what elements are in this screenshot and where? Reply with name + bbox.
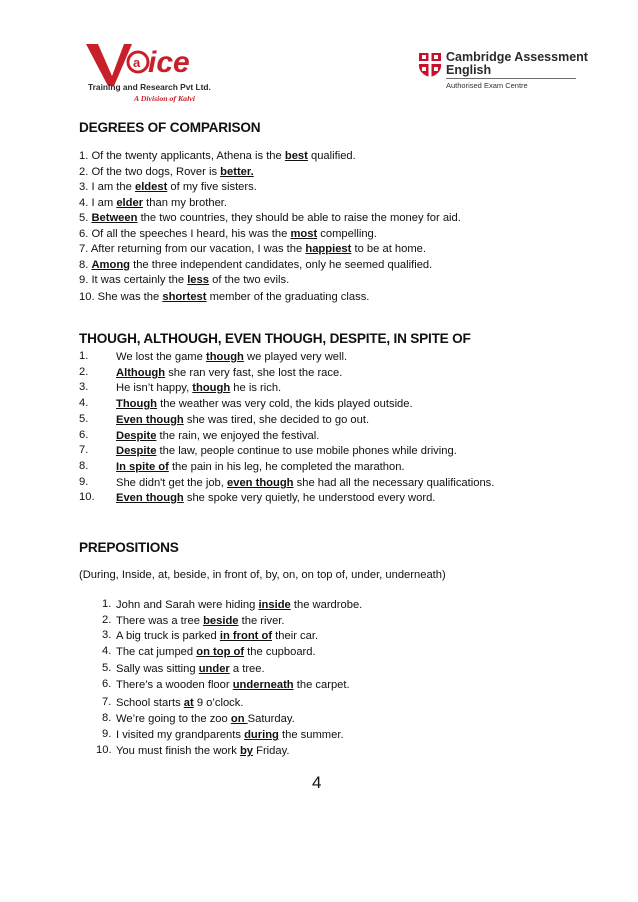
item-number: 5. xyxy=(79,413,89,425)
item-text: Friday. xyxy=(253,745,290,757)
list-item xyxy=(116,413,369,427)
item-number: 4. xyxy=(79,397,89,409)
item-text: the weather was very cold, the kids played outside. xyxy=(157,398,413,410)
item-keyword: at xyxy=(183,697,194,709)
item-keyword: Although xyxy=(116,367,166,379)
voice-tagline: Training and Research Pvt Ltd. xyxy=(88,82,211,92)
item-keyword: most xyxy=(290,228,318,240)
item-number: 8. xyxy=(79,460,89,472)
item-text: 7. After returning from our vacation, I was the xyxy=(79,243,306,255)
item-keyword: on xyxy=(230,713,248,725)
item-keyword: best xyxy=(284,150,308,162)
item-keyword: Between xyxy=(91,212,138,224)
item-text: the summer. xyxy=(278,729,344,741)
item-text: We’re going to the zoo xyxy=(116,713,231,725)
item-text: qualified. xyxy=(307,150,356,162)
item-number: 1. xyxy=(79,350,89,362)
list-item xyxy=(116,444,457,458)
item-text: 6. Of all the speeches I heard, his was the xyxy=(79,228,291,240)
list-item xyxy=(116,728,344,742)
cambridge-title: Cambridge Assessment xyxy=(446,50,588,64)
item-text: member of the graduating class. xyxy=(206,291,370,303)
item-text: 1. Of the twenty applicants, Athena is the xyxy=(79,150,285,162)
item-number: 10. xyxy=(96,744,112,756)
item-text: compelling. xyxy=(317,228,377,240)
voice-division: A Division of Kalvi xyxy=(134,94,195,103)
item-text: I visited my grandparents xyxy=(116,729,245,741)
item-text: the pain in his leg, he completed the marathon. xyxy=(168,461,405,473)
list-item xyxy=(116,366,342,380)
item-number: 9. xyxy=(102,728,112,740)
item-keyword: Even though xyxy=(116,414,184,426)
item-keyword: under xyxy=(198,663,230,675)
item-text: the cupboard. xyxy=(244,646,316,658)
list-item xyxy=(79,242,426,256)
item-keyword: better. xyxy=(220,166,254,178)
item-text: She didn't get the job, xyxy=(116,477,227,489)
item-keyword: In spite of xyxy=(116,461,169,473)
item-text: 5. xyxy=(79,212,92,224)
item-number: 7. xyxy=(102,696,112,708)
list-item xyxy=(116,429,319,443)
list-item xyxy=(79,290,369,304)
item-text: the rain, we enjoyed the festival. xyxy=(156,430,320,442)
list-item xyxy=(116,662,265,676)
list-item xyxy=(79,258,432,272)
item-text: We lost the game xyxy=(116,351,206,363)
list-item xyxy=(116,678,350,692)
svg-text:ice: ice xyxy=(148,46,190,79)
item-number: 5. xyxy=(102,662,112,674)
item-text: the two countries, they should be able to raise the money for aid. xyxy=(137,212,461,224)
item-number: 8. xyxy=(102,712,112,724)
item-keyword: Among xyxy=(91,259,130,271)
item-text: 9 o’clock. xyxy=(193,697,244,709)
item-text: their car. xyxy=(272,630,319,642)
list-item xyxy=(116,744,289,758)
item-keyword: Though xyxy=(116,398,158,410)
item-text: He isn’t happy, xyxy=(116,382,193,394)
item-text: to be at home. xyxy=(351,243,427,255)
list-item xyxy=(116,696,243,710)
list-item xyxy=(79,273,289,287)
item-keyword: Despite xyxy=(116,445,157,457)
cambridge-divider xyxy=(446,78,576,79)
prepositions-intro: (During, Inside, at, beside, in front of, by, on, on top of, under, underneath) xyxy=(79,569,446,581)
section-title-conjunctions: THOUGH, ALTHOUGH, EVEN THOUGH, DESPITE, IN SPITE OF xyxy=(79,331,471,346)
item-text: Saturday. xyxy=(247,713,295,725)
list-item xyxy=(79,180,257,194)
list-item xyxy=(116,350,347,364)
list-item xyxy=(79,196,227,210)
item-number: 3. xyxy=(79,381,89,393)
item-keyword: though xyxy=(205,351,244,363)
item-number: 6. xyxy=(102,678,112,690)
item-number: 6. xyxy=(79,429,89,441)
item-keyword: elder xyxy=(116,197,144,209)
item-text: of the two evils. xyxy=(208,274,290,286)
item-text: the law, people continue to use mobile phones while driving. xyxy=(156,445,457,457)
list-item xyxy=(79,227,377,241)
list-item xyxy=(116,491,435,505)
cambridge-authorised: Authorised Exam Centre xyxy=(446,81,528,90)
item-text: she was tired, she decided to go out. xyxy=(183,414,370,426)
item-number: 2. xyxy=(102,614,112,626)
voice-logo-icon xyxy=(84,40,244,116)
list-item xyxy=(116,629,318,643)
item-text: John and Sarah were hiding xyxy=(116,599,259,611)
item-text: she spoke very quietly, he understood every word. xyxy=(183,492,436,504)
list-item xyxy=(116,712,295,726)
list-item xyxy=(79,149,356,163)
item-keyword: Even though xyxy=(116,492,184,504)
item-keyword: by xyxy=(239,745,254,757)
list-item xyxy=(116,460,405,474)
item-text: the wardrobe. xyxy=(290,599,363,611)
item-keyword: less xyxy=(187,274,209,286)
cambridge-logo xyxy=(416,48,588,92)
item-text: 8. xyxy=(79,259,92,271)
item-text: 10. She was the xyxy=(79,291,163,303)
list-item xyxy=(116,645,316,659)
item-text: You must finish the work xyxy=(116,745,240,757)
item-number: 1. xyxy=(102,598,112,610)
item-text: 3. I am the xyxy=(79,181,135,193)
svg-text:a: a xyxy=(133,55,141,70)
item-keyword: underneath xyxy=(232,679,294,691)
voice-logo xyxy=(84,40,244,116)
item-number: 3. xyxy=(102,629,112,641)
item-text: School starts xyxy=(116,697,184,709)
section-title-prepositions: PREPOSITIONS xyxy=(79,540,179,555)
item-keyword: during xyxy=(244,729,279,741)
item-text: than my brother. xyxy=(143,197,228,209)
cambridge-subtitle: English xyxy=(446,63,492,77)
item-text: of my five sisters. xyxy=(167,181,257,193)
section-title-degrees: DEGREES OF COMPARISON xyxy=(79,120,261,135)
item-text: the three independent candidates, only he seemed qualified. xyxy=(129,259,433,271)
item-text: she ran very fast, she lost the race. xyxy=(165,367,343,379)
item-text: a tree. xyxy=(229,663,265,675)
item-text: the carpet. xyxy=(293,679,350,691)
page-number: 4 xyxy=(312,773,322,792)
list-item xyxy=(116,397,413,411)
list-item xyxy=(116,381,281,395)
item-number: 10. xyxy=(79,491,95,503)
item-text: 2. Of the two dogs, Rover is xyxy=(79,166,221,178)
item-text: 9. It was certainly the xyxy=(79,274,188,286)
list-item xyxy=(116,598,362,612)
item-text: she had all the necessary qualifications. xyxy=(293,477,495,489)
item-number: 2. xyxy=(79,366,89,378)
item-text: A big truck is parked xyxy=(116,630,220,642)
item-keyword: in front of xyxy=(219,630,273,642)
item-text: There’s a wooden floor xyxy=(116,679,233,691)
item-keyword: shortest xyxy=(162,291,207,303)
item-text: he is rich. xyxy=(230,382,282,394)
item-keyword: happiest xyxy=(305,243,352,255)
item-number: 4. xyxy=(102,645,112,657)
list-item xyxy=(116,476,494,490)
item-text: 4. I am xyxy=(79,197,117,209)
item-keyword: though xyxy=(192,382,231,394)
item-keyword: on top of xyxy=(196,646,245,658)
item-text: Sally was sitting xyxy=(116,663,199,675)
item-keyword: even though xyxy=(227,477,294,489)
item-text: we played very well. xyxy=(243,351,348,363)
item-number: 7. xyxy=(79,444,89,456)
item-text: The cat jumped xyxy=(116,646,197,658)
item-number: 9. xyxy=(79,476,89,488)
item-keyword: inside xyxy=(258,599,291,611)
item-text: There was a tree xyxy=(116,615,204,627)
cambridge-shield-icon xyxy=(418,52,442,78)
list-item xyxy=(116,614,285,628)
item-keyword: eldest xyxy=(134,181,168,193)
item-text: the river. xyxy=(238,615,285,627)
item-keyword: Despite xyxy=(116,430,157,442)
item-keyword: beside xyxy=(203,615,239,627)
list-item xyxy=(79,165,254,179)
list-item xyxy=(79,211,461,225)
